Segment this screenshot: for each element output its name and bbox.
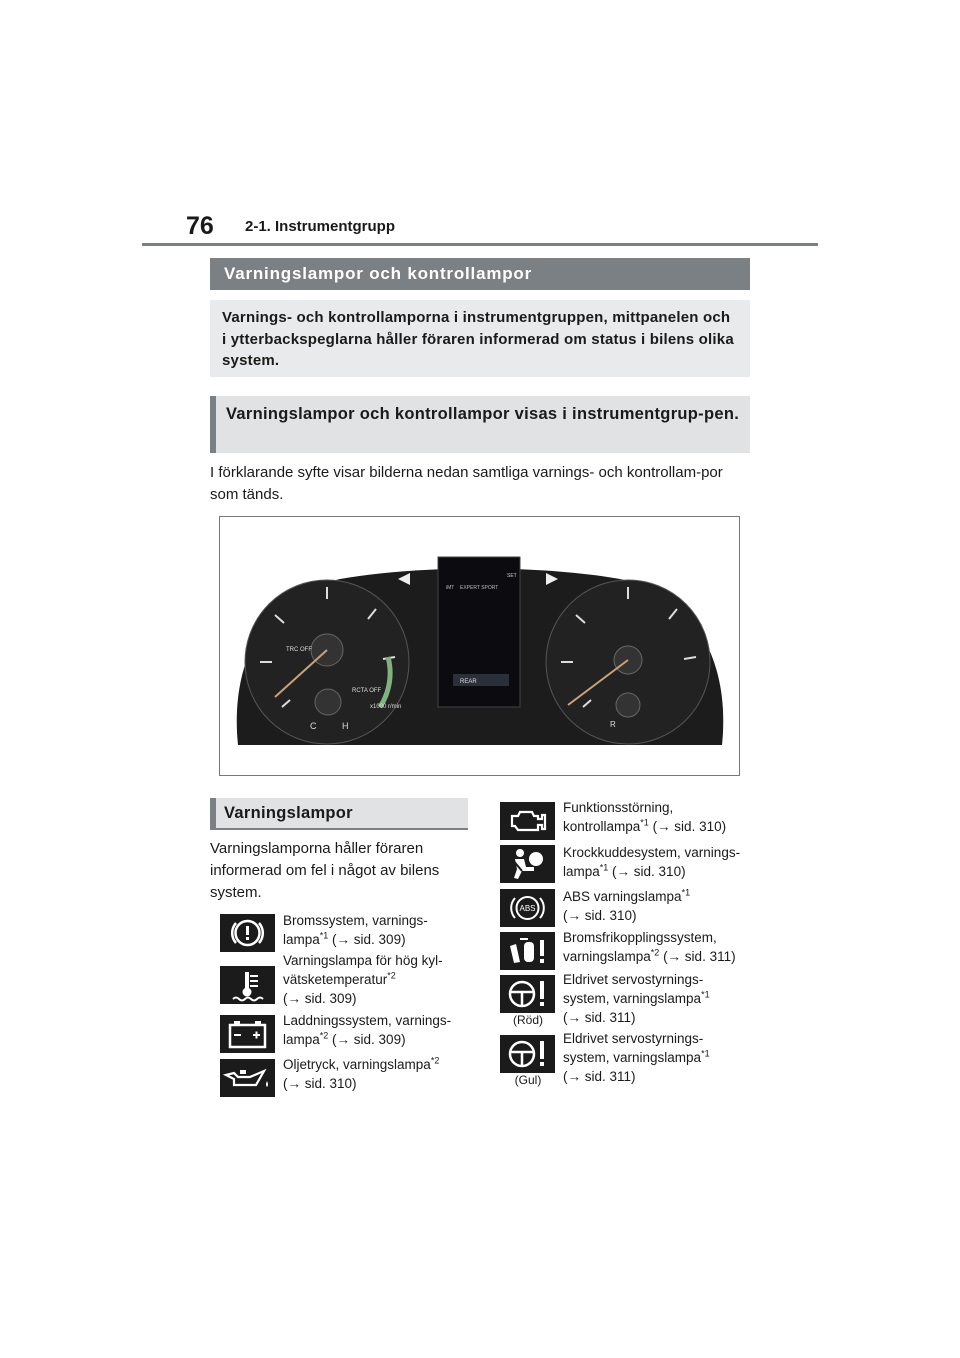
set-label: SET	[507, 573, 517, 579]
rpm-unit-label: x1000 r/min	[370, 704, 402, 710]
warning-item-text: Laddningssystem, varnings- lampa$^{*2}$ (→ sid. 309)	[283, 1013, 452, 1047]
fuel-gauge-hub	[616, 693, 640, 717]
coolant-temperature-icon	[220, 966, 275, 1004]
eps-red-caption: (Röd)	[512, 1013, 543, 1027]
warning-item-text: Oljetryck, varningslampa$^{*2}$ (→ sid. 310)	[283, 1055, 440, 1091]
subsection-title: Varningslampor och kontrollampor visas i instrumentgrup-pen.	[210, 396, 750, 453]
warning-item-text: Eldrivet servostyrnings- system, varningslampa$^{*1}$ (→ sid. 311)	[563, 972, 710, 1025]
temp-hot-label: H	[342, 721, 349, 731]
rcta-off-label: RCTA OFF	[352, 688, 382, 694]
imt-label: iMT	[446, 585, 455, 591]
section-intro: Varnings- och kontrollamporna i instrumentgruppen, mittpanelen och i ytterbackspeglarna håller föraren informerad om status i bilens olika system.	[210, 300, 750, 377]
eps-yellow-caption: (Gul)	[514, 1073, 542, 1087]
warning-item-text: Eldrivet servostyrnings- system, varningslampa$^{*1}$ (→ sid. 311)	[563, 1031, 710, 1084]
subsection-body: I förklarande syfte visar bilderna nedan samtliga varnings- och kontrollam-por som tänds.	[210, 464, 723, 503]
warnings-intro: Varningslamporna håller föraren informerad om fel i något av bilens system.	[210, 840, 440, 901]
page-number: 76	[186, 212, 214, 240]
battery-charging-icon	[220, 1015, 275, 1053]
airbag-icon	[500, 845, 555, 883]
engine-malfunction-icon	[500, 802, 555, 840]
warning-item-text: Funktionsstörning, kontrollampa$^{*1}$ (→ sid. 310)	[563, 800, 727, 834]
abs-icon	[500, 889, 555, 927]
temp-cold-label: C	[310, 721, 317, 731]
rear-label: REAR	[460, 679, 477, 685]
instrument-cluster-figure	[219, 516, 740, 776]
mode-label: EXPERT SPORT	[460, 585, 499, 591]
svg-text:ABS: ABS	[519, 904, 536, 913]
warning-item-text: ABS varningslampa$^{*1}$ (→ sid. 310)	[563, 887, 691, 923]
section-title: Varningslampor och kontrollampor	[210, 258, 750, 290]
warning-item-text: Krockkuddesystem, varnings- lampa$^{*1}$ (→ sid. 310)	[563, 845, 741, 879]
header-rule	[142, 243, 818, 246]
warnings-title: Varningslampor	[210, 798, 468, 830]
oil-pressure-icon	[220, 1059, 275, 1097]
brake-system-icon	[220, 914, 275, 952]
temp-gauge-hub	[315, 689, 341, 715]
instrument-cluster-illustration	[220, 517, 739, 775]
brake-override-icon	[500, 932, 555, 970]
eps-red-icon	[500, 975, 555, 1013]
running-head: 2-1. Instrumentgrupp	[245, 218, 396, 235]
warning-item-text: Varningslampa för hög kyl- vätsketemperatur$^{*2}$ (→ sid. 309)	[283, 953, 443, 1006]
eps-yellow-icon	[500, 1035, 555, 1073]
trc-off-label: TRC OFF	[286, 647, 312, 653]
warning-item-text: Bromssystem, varnings- lampa$^{*1}$ (→ sid. 309)	[283, 913, 428, 947]
warning-item-text: Bromsfrikopplingssystem, varningslampa$^{*2}$ (→ sid. 311)	[563, 930, 736, 964]
fuel-label: R	[610, 720, 616, 729]
